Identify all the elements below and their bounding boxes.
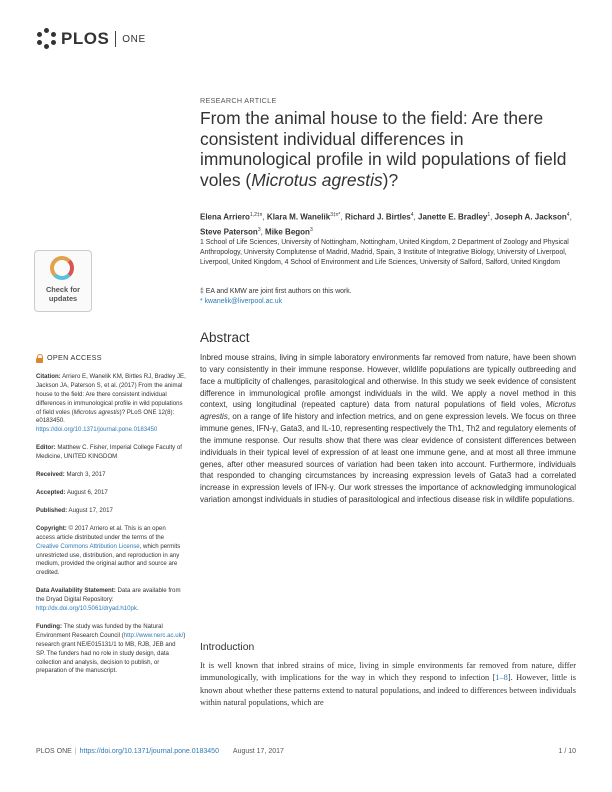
check-for-updates-badge[interactable]	[34, 250, 92, 312]
accepted-date: Accepted: August 6, 2017	[36, 488, 108, 496]
license-link[interactable]: Creative Commons Attribution License	[36, 542, 140, 550]
logo-divider	[115, 31, 116, 47]
open-lock-icon	[36, 354, 43, 362]
author-affiliation-marker: 3	[257, 226, 261, 233]
dryad-link[interactable]: http://dx.doi.org/10.5061/dryad.h10pk	[36, 605, 137, 613]
copyright: Copyright: © 2017 Arriero et al. This is an open access article distributed under the terms of the Creative Commons Attribution License, which permits unrestricted use, distribution, and reproduction in any medium, provided the original author and source are credited.	[36, 524, 181, 577]
page-footer	[36, 748, 576, 755]
nerc-link[interactable]: http://www.nerc.ac.uk/	[123, 631, 184, 639]
article-sidebar	[36, 354, 186, 685]
footer-journal: PLOS ONE	[36, 748, 72, 755]
introduction-heading: Introduction	[200, 642, 255, 653]
journal-logo[interactable]	[36, 28, 146, 50]
author-list: Elena Arriero$^{1,2\ddagger¤}$, Klara M. Wanelik$^{3\ddagger¤*}$, Richard J. Birtles$^4$, Janette E. Bradley$^1$, Joseph A. Jackson$^4$, Steve Paterson$^3$, Mike Begon$^3$	[200, 212, 572, 237]
author-affiliation-marker: 1,2‡¤	[249, 212, 263, 218]
affiliations: 1 School of Life Sciences, University of Nottingham, Nottingham, United Kingdom, 2 Department of Zoology and Physical Anthropology, University Complutense of Madrid, Madrid, Spain, 3 Institute of Integrative Biology, University of Liverpool, Liverpool, United Kingdom, 4 School of Environment and Life Sciences, University of Salford, Salford, United Kingdom	[200, 239, 569, 266]
author-name: Janette E. Bradley	[418, 212, 488, 222]
logo-one: ONE	[122, 33, 146, 45]
plos-dots-icon	[36, 28, 58, 50]
author-name: Klara M. Wanelik	[266, 212, 331, 222]
reference-link[interactable]: 1–8	[495, 673, 508, 683]
footer-doi-link[interactable]: https://doi.org/10.1371/journal.pone.0183450	[79, 748, 219, 755]
badge-line-2: updates	[48, 294, 78, 303]
author-affiliation-marker: 1	[487, 212, 491, 218]
received-date: Received: March 3, 2017	[36, 471, 106, 479]
author-name: Mike Begon	[265, 227, 310, 237]
joint-author-note: ‡ EA and KMW are joint first authors on this work.	[200, 288, 352, 295]
crossmark-icon	[50, 256, 74, 280]
footer-date: August 17, 2017	[232, 748, 284, 755]
footer-separator: |	[74, 748, 77, 755]
citation: Citation: Arriero E, Wanelik KM, Birtles RJ, Bradley JE, Jackson JA, Paterson S, et al. (2017) From the animal house to the field: Are there consistent individual differences in immunological profile in wild populations of field voles (Microtus agrestis)? PLoS ONE 12(8): e0183450. https://doi.org/10.1371/journal.pone.0183450	[36, 372, 186, 434]
author-notes	[200, 287, 578, 307]
introduction-text: It is well known that inbred strains of mice, living in simple environments far removed from nature, differ immunologically, with implications for the way in which they respond to infection [1–8]. However, little is known about whether these patterns extend to natural populations, and indeed to differences between individuals within natural populations, which are	[200, 661, 576, 708]
article-title: From the animal house to the field: Are there consistent individual differences in immunological profile in wild populations of field voles (Microtus agrestis)?	[200, 108, 567, 190]
data-availability: Data Availability Statement: Data are available from the Dryad Digital Repository: http://dx.doi.org/10.5061/dryad.h10pk.	[36, 587, 181, 613]
open-access-label: OPEN ACCESS	[36, 354, 186, 363]
editor: Editor: Matthew C. Fisher, Imperial College Faculty of Medicine, UNITED KINGDOM	[36, 444, 182, 461]
email-link[interactable]: kwanelik@liverpool.ac.uk	[204, 298, 283, 305]
badge-line-1: Check for	[45, 285, 81, 294]
author-affiliation-marker: 4	[566, 212, 570, 218]
author-affiliation-marker: 3	[309, 226, 313, 233]
author-name: Elena Arriero	[200, 212, 250, 222]
article-type: RESEARCH ARTICLE	[200, 96, 277, 105]
abstract-heading: Abstract	[200, 330, 250, 345]
correspondence: * kwanelik@liverpool.ac.uk	[200, 298, 283, 305]
abstract-text: Inbred mouse strains, living in simple laboratory environments far removed from nature, have been shown to vary consistently in their immune response. However, wildlife populations are typically outbreeding and face a multiplicity of challenges, parasitological and otherwise. In this study we seek evidence of consistent difference in immunological profile amongst individuals in the wild. We apply a novel method in this context, using longitudinal (repeated capture) data from natural populations of field voles, Microtus agrestis, on a range of life history and infection metrics, and on gene expression levels. We focus on three immune genes, IFN-γ, Gata3, and IL-10, representing respectively the Th1, Th2 and regulatory elements of the immune response. Our results show that there was clear evidence of consistent differences between individuals in their typical level of expression of at least one immune gene, and at most all three immune genes, after other measured sources of variation had been taken into account. Furthermore, individuals that responded to changing circumstances by increasing expression levels of Gata3 had a correlated increase in expression levels of IFN-γ. Our work stresses the importance of acknowledging immunological variation amongst individuals in studies of parasitological and infectious disease risk in wildlife populations.	[200, 353, 576, 505]
published-date: Published: August 17, 2017	[36, 506, 113, 514]
author-affiliation-marker: 4	[410, 212, 414, 218]
author-name: Richard J. Birtles	[344, 212, 411, 222]
logo-plos: PLOS	[61, 29, 110, 48]
funding: Funding: The study was funded by the Natural Environment Research Council (http://www.nerc.ac.uk/) research grant NE/E015131/1 to MB, RJB, JEB and SP. The funders had no role in study design, data collection and analysis, decision to publish, or preparation of the manuscript.	[36, 622, 186, 675]
author-name: Steve Paterson	[200, 227, 258, 237]
author-affiliation-marker: 3‡¤*	[330, 212, 341, 218]
page-number: 1 / 10	[558, 748, 576, 755]
author-name: Joseph A. Jackson	[494, 212, 567, 222]
citation-doi-link[interactable]: https://doi.org/10.1371/journal.pone.0183450	[36, 426, 158, 434]
